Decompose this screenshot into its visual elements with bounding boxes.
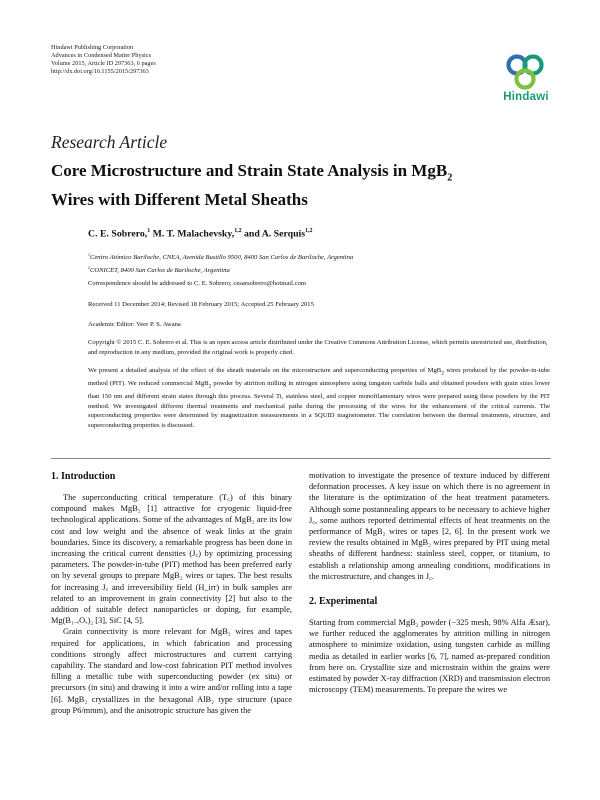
abstract-part-3: powder by attrition milling in nitrogen atmosphere using tungsten carbide balls and obtained powders with grain sizes lower than 150 nm and different strain states through this process. Several Ti, stainless steel, and copper monofilamentary wires were prepared using these powders by the PIT method. We investigated different thermal treatments and mechanical paths during the processing of the wires for the enhancement of the critical currents. The superconducting properties were determined by magnetization measurements in a SQUID magnetometer. The correlation between the thermal treatments, structure, and superconducting properties is discussed. [88, 380, 550, 430]
abstract [88, 366, 550, 431]
abstract-part-2: wires produced by the powder-in-tube method (PIT). We reduced commercial MgB [88, 367, 550, 388]
author-2-affil: 1,2 [234, 228, 242, 234]
abstract-part-1: We present a detailed analysis of the effect of the sheath materials on the microstructure and superconducting properties of MgB [88, 367, 442, 374]
experimental-heading: 2. Experimental [309, 596, 378, 608]
abstract-sub-2: 2 [208, 383, 212, 390]
author-2: M. T. Malachevsky, [150, 228, 235, 240]
academic-editor: Academic Editor: Veer P. S. Awana [88, 321, 181, 328]
affiliation-2 [88, 263, 353, 276]
title-subscript: 2 [447, 172, 453, 184]
journal-header [51, 44, 156, 76]
received-dates: Received 11 December 2014; Revised 18 February 2015; Accepted 25 February 2015 [88, 301, 314, 308]
intro-paragraph-2: Grain connectivity is more relevant for MgB₂ wires and tapes required for applications, in which fabrication and processing conditions strongly affect microstructures and current carrying capability. The standard and low-cost fabrication PIT method involves filling a metallic tube with superconducting powder (ex situ) or precursors (in situ) and drawing it into a wire and/or rolling into a tape [6]. MgB₂ crystallizes in the hexagonal AlB₂ type structure (space group P6/mmm), and the anisotropic structure has given the [51, 627, 292, 715]
section-divider [51, 458, 551, 459]
affiliation-1-text: Centro Atómico Bariloche, CNEA, Avenida Bustillo 9500, 8400 San Carlos de Bariloche, Argentina [89, 254, 354, 262]
paper-title [51, 160, 561, 211]
copyright-notice: Copyright © 2015 C. E. Sobrero et al. This is an open access article distributed under the Creative Commons Attribution License, which permits unrestricted use, distribution, and reproduction in any medium, provided the original work is properly cited. [88, 339, 548, 356]
affiliation-2-mark: 2 [88, 265, 90, 271]
doi-link[interactable]: http://dx.doi.org/10.1155/2015/297363 [51, 67, 149, 75]
author-3: and A. Serquis [241, 228, 306, 240]
intro-paragraph-1: The superconducting critical temperature (T꜀) of this binary compound makes MgB₂ [1] attractive for cryogenic liquid-free technological applications. Some of the advantages of MgB₂ are its low cost and low weight and the absence of weak links at the grain boundaries. Since its discovery, a remarkable progress has been done in increasing the critical current densities (J꜀) by optimizing processing parameters. The powder-in-tube (PIT) method has been preferred early on by several groups to prepare MgB₂ wires or tapes. The best results for increasing J꜀ and irreversibility field (H_irr) in bulk samples are related to an improvement in grain connectivity [2] but also to the addition of suitable defect nanoparticles or doping, for example, Mg(B₁₋ₓOₓ)₂ [3], SiC [4, 5]. [51, 493, 292, 626]
right-column [309, 470, 550, 695]
affiliation-1 [88, 250, 353, 263]
left-column [51, 470, 292, 716]
intro-paragraph-3: motivation to investigate the presence of texture induced by different deformation processes. A key issue on which there is no agreement in the literature is the optimization of the heat treatment parameters. Although some postannealing appears to be necessary to achieve higher J꜀, some authors reported detrimental effects of heat treatments on the performance of MgB₂ wires or tapes [2, 6]. In the present work we review the results obtained in MgB₂ wires prepared by PIT using metal sheaths of different hardness: stainless steel, copper, or titanium, to establish a relationship among annealing conditions, modifications in the microstructure, and changes in J꜀. [309, 471, 550, 581]
publisher-name: Hindawi Publishing Corporation [51, 44, 134, 51]
correspondence: Correspondence should be addressed to C. E. Sobrero; cesarsobrero@hotmail.com [88, 280, 306, 287]
volume-info: Volume 2015, Article ID 297363, 6 pages [51, 59, 156, 67]
title-line1: Core Microstructure and Strain State Analysis in MgB [51, 161, 448, 180]
author-1: C. E. Sobrero, [88, 228, 148, 240]
introduction-heading: 1. Introduction [51, 471, 116, 482]
journal-name: Advances in Condensed Matter Physics [51, 51, 152, 59]
author-1-affil: 1 [147, 228, 151, 234]
affiliations [88, 250, 353, 276]
title-line2: Wires with Different Metal Sheaths [51, 190, 308, 210]
author-3-affil: 1,2 [305, 228, 313, 234]
experimental-paragraph-1: Starting from commercial MgB₂ powder (−325 mesh, 98% Alfa Æsar), we further reduced the agglomerates by attrition milling in nitrogen atmosphere to minimize oxidation, using tungsten carbide as milling media as detailed in earlier works [6, 7], named as-prepared condition from here on. Crystallite size and microstrain within the grains were estimated by powder X-ray diffraction (XRD) and transmission electron microscopy (TEM) measurements. To prepare the wires we [309, 618, 550, 695]
author-list [88, 228, 312, 239]
hindawi-logo-text: Hindawi [503, 91, 549, 103]
affiliation-1-mark: 1 [88, 252, 90, 257]
affiliation-2-text: CONICET, 8400 San Carlos de Bariloche, Argentina [89, 267, 230, 275]
abstract-sub-1: 2 [441, 370, 444, 377]
article-type: Research Article [51, 132, 168, 152]
